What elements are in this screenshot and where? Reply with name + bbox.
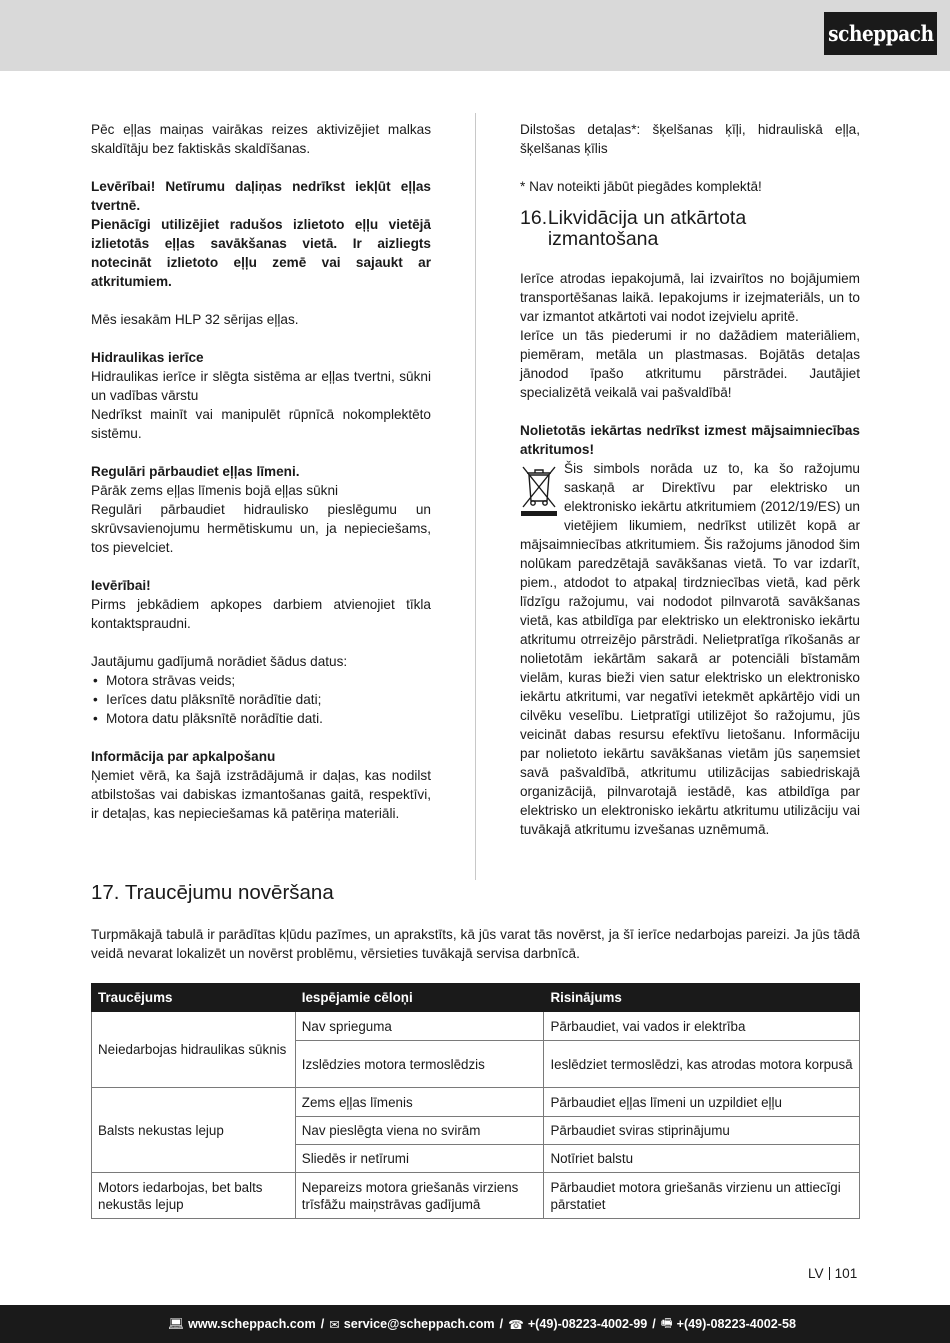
paragraph-service: Ņemiet vērā, ka šajā izstrādājumā ir daļas, kas nodilst atbilstošas vai dabiskas izmantošanas gaitā, respektīvi, ir detaļas, kas nepieciešamas kā patēriņa materiāli. [91, 768, 431, 821]
table-cell-solution: Pārbaudiet, vai vados ir elektrība [544, 1012, 860, 1041]
section-16-number: 16. [520, 207, 548, 229]
table-cell-cause: Zems eļļas līmenis [295, 1088, 544, 1117]
page-number [808, 1266, 857, 1282]
table-cell-cause: Nav sprieguma [295, 1012, 544, 1041]
table-header-row [92, 984, 860, 1012]
list-item: • Motora strāvas veids; [91, 671, 431, 690]
page-language: LV [808, 1266, 824, 1281]
footer-separator: / [320, 1317, 325, 1331]
laptop-icon: 💻︎ [168, 1316, 185, 1331]
section-17-heading: 17. Traucējumu novēršana [91, 881, 334, 904]
column-header-cause: Iespējamie cēloņi [295, 984, 544, 1012]
footer-separator: / [499, 1317, 504, 1331]
table-cell-solution: Ieslēdziet termoslēdzi, kas atrodas motora korpusā [544, 1041, 860, 1088]
paragraph-weee: Šis simbols norāda uz to, ka šo ražojumu saskaņā ar Direktīvu par elektrisko un elektronisko iekārtu atkritumiem (2012/19/ES) un vietējiem likumiem, nedrīkst utilizēt kopā ar mājsaimniecības atkritumiem. Šis ražojums jānodod šim nolūkam paredzētajā savākšanas vietā. To var izdarīt, piem., atdodot to atpakaļ tirdzniecības vietā, kad pērk līdzīgu ražojumu, vai nododot pilnvarotā savākšanas vietā, kas atbildīga par elektrisko un elektronisko iekārtu atkritumu otrreizējo pārstrādi. Nelietpratīga rīkošanās ar nolietotām iekārtām sakarā ar potenciāli bīstamām vielām, kuras bieži vien satur elektrisko un elektronisko iekārtu atkritumi, var negatīvi ietekmēt apkārtējo vidi un cilvēku veselību. Lietpratīgi utilizējot šo ražojumu, jūs veicināt dabas resursu efektīvu lietošanu. Informāciju par nolietoto iekārtu savākšanas vietām jūs saņemsiet savā pašvaldībā, atkritumu utilizācijas sabiedriskajā organizācijā, pilnvarotajā iestādē, kas atbildīga par elektrisko un elektronisko iekārtu atkritumu utilizāciju vai tuvākajā atkritumu izvešanas uznēmumā. [520, 461, 860, 837]
fax-icon: 🖷︎ [660, 1315, 673, 1330]
list-item: • Motora datu plāksnītē norādītie dati. [91, 709, 431, 728]
table-cell-fault: Balsts nekustas lejup [92, 1088, 296, 1173]
paragraph-check-oil-1: Pārāk zems eļļas līmenis bojā eļļas sūkni [91, 483, 339, 498]
paragraph-disposal-1: Ierīce atrodas iepakojumā, lai izvairītos no bojājumiem transportēšanas laikā. Iepakojums ir izejmateriāls, un to var izmantot atkārtoti vai nodot izejvielu apritē. [520, 271, 860, 324]
section-16-heading [520, 208, 860, 250]
column-divider [475, 113, 476, 880]
page-number-value: 101 [834, 1266, 858, 1281]
table-row [92, 1173, 860, 1219]
phone-icon: ☎︎ [508, 1317, 524, 1332]
warning-dirt: Levērībai! Netīrumu daļiņas nedrīkst iekļūt eļļas tvertnē. [91, 179, 431, 213]
brand-logo-text: scheppach [827, 21, 934, 46]
footer-phone: +(49)-08223-4002-99 [527, 1317, 648, 1331]
table-cell-cause: Nepareizs motora griešanās virziens trīsfāžu maiņstrāvas gadījumā [295, 1173, 544, 1219]
paragraph-questions-intro: Jautājumu gadījumā norādiet šādus datus: [91, 654, 348, 669]
heading-weee: Nolietotās iekārtas nedrīkst izmest mājsaimniecības atkritumos! [520, 423, 860, 457]
heading-attention: Ievērībai! [91, 578, 151, 593]
paragraph-oil-recommendation: Mēs iesakām HLP 32 sērijas eļļas. [91, 312, 299, 327]
paragraph-not-included: * Nav noteikti jābūt piegādes komplektā! [520, 179, 762, 194]
warning-disposal: Pienācīgi utilizējiet radušos izlietoto eļļu vietējā izlietotās eļļas savākšanas vietā. Ir aizliegts notecināt izlietoto eļļu zemē vai sajaukt ar atkritumiem. [91, 217, 431, 289]
mail-icon: ✉︎ [329, 1317, 340, 1332]
heading-service: Informācija par apkalpošanu [91, 749, 276, 764]
header-bar [0, 0, 950, 71]
paragraph-disposal-2: Ierīce un tās piederumi ir no dažādiem materiāliem, piemēram, metāla un plastmasas. Bojātās detaļas jānodod īpašo atkritumu pārstrādei. Jautājiet specializētā veikalā vai pašvaldībā! [520, 328, 860, 400]
list-item: • Ierīces datu plāksnītē norādītie dati; [91, 690, 431, 709]
table-row [92, 1088, 860, 1117]
table-cell-solution: Pārbaudiet sviras stiprinājumu [544, 1117, 860, 1145]
column-header-solution: Risinājums [544, 984, 860, 1012]
footer-bar [0, 1305, 950, 1343]
table-cell-solution: Pārbaudiet motora griešanās virzienu un attiecīgi pārstatiet [544, 1173, 860, 1219]
column-header-fault: Traucējums [92, 984, 296, 1012]
table-cell-fault: Neiedarbojas hidraulikas sūknis [92, 1012, 296, 1088]
heading-hydraulics: Hidraulikas ierīce [91, 350, 204, 365]
footer-email-link[interactable]: service@scheppach.com [343, 1317, 495, 1331]
left-column [91, 120, 431, 823]
table-cell-cause: Nav pieslēgta viena no svirām [295, 1117, 544, 1145]
table-cell-fault: Motors iedarbojas, bet balts nekustās lejup [92, 1173, 296, 1219]
section-16-title: Likvidācija un atkārtota izmantošana [547, 207, 747, 250]
table-row [92, 1012, 860, 1041]
section-17-intro: Turpmākajā tabulā ir parādītas kļūdu pazīmes, un aprakstīts, kā jūs varat tās novērst, ja šī ierīce nedarbojas pareizi. Ja jūs tādā veidā nevarat lokalizēt un novērst problēmu, vērsieties tuvākajā servisa darbnīcā. [91, 927, 860, 961]
footer-web-link[interactable]: www.scheppach.com [188, 1317, 316, 1331]
questions-list [91, 671, 431, 728]
paragraph-hydraulics-2: Nedrīkst mainīt vai manipulēt rūpnīcā nokomplektēto sistēmu. [91, 407, 431, 441]
paragraph-check-oil-2: Regulāri pārbaudiet hidraulisko pieslēgumu un skrūvsavienojumu hermētiskumu un, ja nepieciešams, tos pievelciet. [91, 502, 431, 555]
table-cell-cause: Sliedēs ir netīrumi [295, 1145, 544, 1173]
table-cell-solution: Notīriet balstu [544, 1145, 860, 1173]
paragraph-wear-parts: Dilstošas detaļas*: šķelšanas ķīļi, hidrauliskā eļļa, šķelšanas ķīlis [520, 122, 860, 156]
weee-bin-icon [520, 461, 558, 521]
right-column [520, 120, 860, 839]
footer-separator: / [652, 1317, 656, 1331]
table-cell-cause: Izslēdzies motora termoslēdzis [295, 1041, 544, 1088]
paragraph-hydraulics-1: Hidraulikas ierīce ir slēgta sistēma ar eļļas tvertni, sūkni un vadības vārstu [91, 369, 431, 403]
paragraph-attention: Pirms jebkādiem apkopes darbiem atvienojiet tīkla kontaktspraudni. [91, 597, 431, 631]
brand-logo [824, 12, 937, 55]
table-cell-solution: Pārbaudiet eļļas līmeni un uzpildiet eļļu [544, 1088, 860, 1117]
troubleshooting-table [91, 983, 860, 1219]
paragraph-oil-change: Pēc eļļas maiņas vairākas reizes aktivizējiet malkas skaldītāju bez faktiskās skaldīšanas. [91, 122, 431, 156]
heading-check-oil: Regulāri pārbaudiet eļļas līmeni. [91, 464, 300, 479]
footer-fax: +(49)-08223-4002-58 [676, 1317, 796, 1331]
